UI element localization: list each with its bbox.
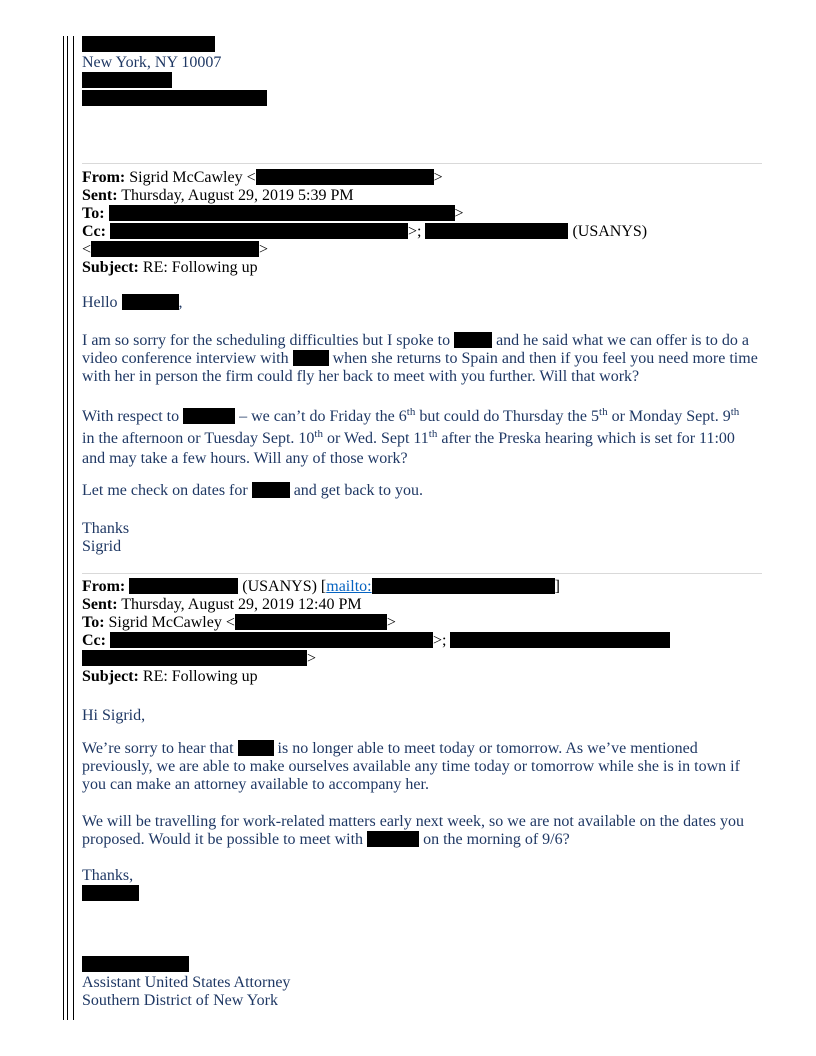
sent-value: Thursday, August 29, 2019 5:39 PM (121, 187, 354, 204)
email1-header (82, 169, 647, 277)
city-line: New York, NY 10007 (82, 54, 222, 71)
from-org: (USANYS) [ (238, 578, 327, 595)
cc-org: (USANYS) (568, 223, 648, 240)
redaction (82, 36, 215, 52)
header-divider (82, 163, 762, 164)
cc-close: > (259, 241, 269, 258)
redaction (82, 90, 267, 106)
to-label: To: (82, 614, 105, 631)
redaction (122, 294, 179, 310)
redaction (82, 885, 139, 901)
email1-paragraph-1: I am so sorry for the scheduling difficulties but I spoke to and he said what we can offer is to do a video conference interview with when she returns to Spain and then if you feel you need more time with her in person the firm could fly her back to meet with you further. Will that work? (82, 332, 758, 385)
to-close: > (386, 614, 396, 631)
subject-label: Subject: (82, 259, 139, 276)
signature-title: Assistant United States Attorney (82, 974, 291, 991)
to-close: > (454, 205, 464, 222)
redaction (252, 482, 290, 498)
subject-value: RE: Following up (142, 259, 258, 276)
sent-label: Sent: (82, 596, 118, 613)
redaction (238, 740, 274, 756)
redaction (256, 169, 434, 185)
redaction (82, 956, 189, 972)
cc-separator: >; (407, 223, 426, 240)
to-value: Sigrid McCawley < (108, 614, 235, 631)
email1-paragraph-2: With respect to – we can’t do Friday the 6th but could do Thursday the 5th or Monday Sept. 9th in the afternoon or Tuesday Sept. 10th or Wed. Sept 11th after the Preska hearing which is set for 11:00 and may take a few hours. Will any of those work? (82, 406, 740, 467)
email1-signoff: Thanks Sigrid (82, 520, 130, 555)
cc-open: < (82, 241, 92, 258)
email2-paragraph-1: We’re sorry to hear that is no longer able to meet today or tomorrow. As we’ve mentioned previously, we are able to make ourselves available any time today or tomorrow while she is in town if you can make an attorney available to accompany her. (82, 740, 740, 793)
cc-label: Cc: (82, 223, 106, 240)
redaction (129, 578, 238, 594)
email2-header (82, 578, 670, 686)
redaction (183, 408, 235, 424)
cc-separator: >; (432, 632, 451, 649)
email-divider (82, 573, 762, 574)
redaction (109, 205, 455, 221)
from-label: From: (82, 169, 126, 186)
redaction (454, 332, 492, 348)
email2-closing: Thanks, (82, 867, 139, 903)
redaction (82, 72, 172, 88)
to-label: To: (82, 205, 105, 222)
from-close: ] (554, 578, 560, 595)
redaction (293, 350, 329, 366)
email1-greeting: Hello , (82, 294, 183, 311)
signature-top (82, 36, 267, 108)
redaction (367, 831, 419, 847)
email2-greeting: Hi Sigrid, (82, 707, 146, 724)
cc-close: > (307, 650, 317, 667)
signature-office: Southern District of New York (82, 992, 278, 1009)
mailto-link[interactable]: mailto: (326, 578, 372, 595)
redaction (450, 632, 670, 648)
email1-paragraph-3: Let me check on dates for and get back to you. (82, 482, 423, 499)
subject-value: RE: Following up (142, 668, 258, 685)
sent-label: Sent: (82, 187, 118, 204)
from-label: From: (82, 578, 126, 595)
margin-line (73, 36, 74, 1020)
redaction (425, 223, 568, 239)
email2-signature (82, 956, 290, 1010)
margin-line (67, 36, 68, 1020)
redaction (110, 632, 433, 648)
redaction (82, 650, 307, 666)
redaction (235, 614, 387, 630)
cc-label: Cc: (82, 632, 106, 649)
sent-value: Thursday, August 29, 2019 12:40 PM (121, 596, 362, 613)
margin-line (63, 36, 64, 1020)
from-value: Sigrid McCawley < (129, 169, 256, 186)
email2-paragraph-2: We will be travelling for work-related matters early next week, so we are not available on the dates you proposed. Would it be possible to meet with on the morning of 9/6? (82, 813, 745, 848)
redaction (91, 241, 259, 257)
redaction (110, 223, 408, 239)
from-close: > (433, 169, 443, 186)
subject-label: Subject: (82, 668, 139, 685)
redaction (372, 578, 555, 594)
